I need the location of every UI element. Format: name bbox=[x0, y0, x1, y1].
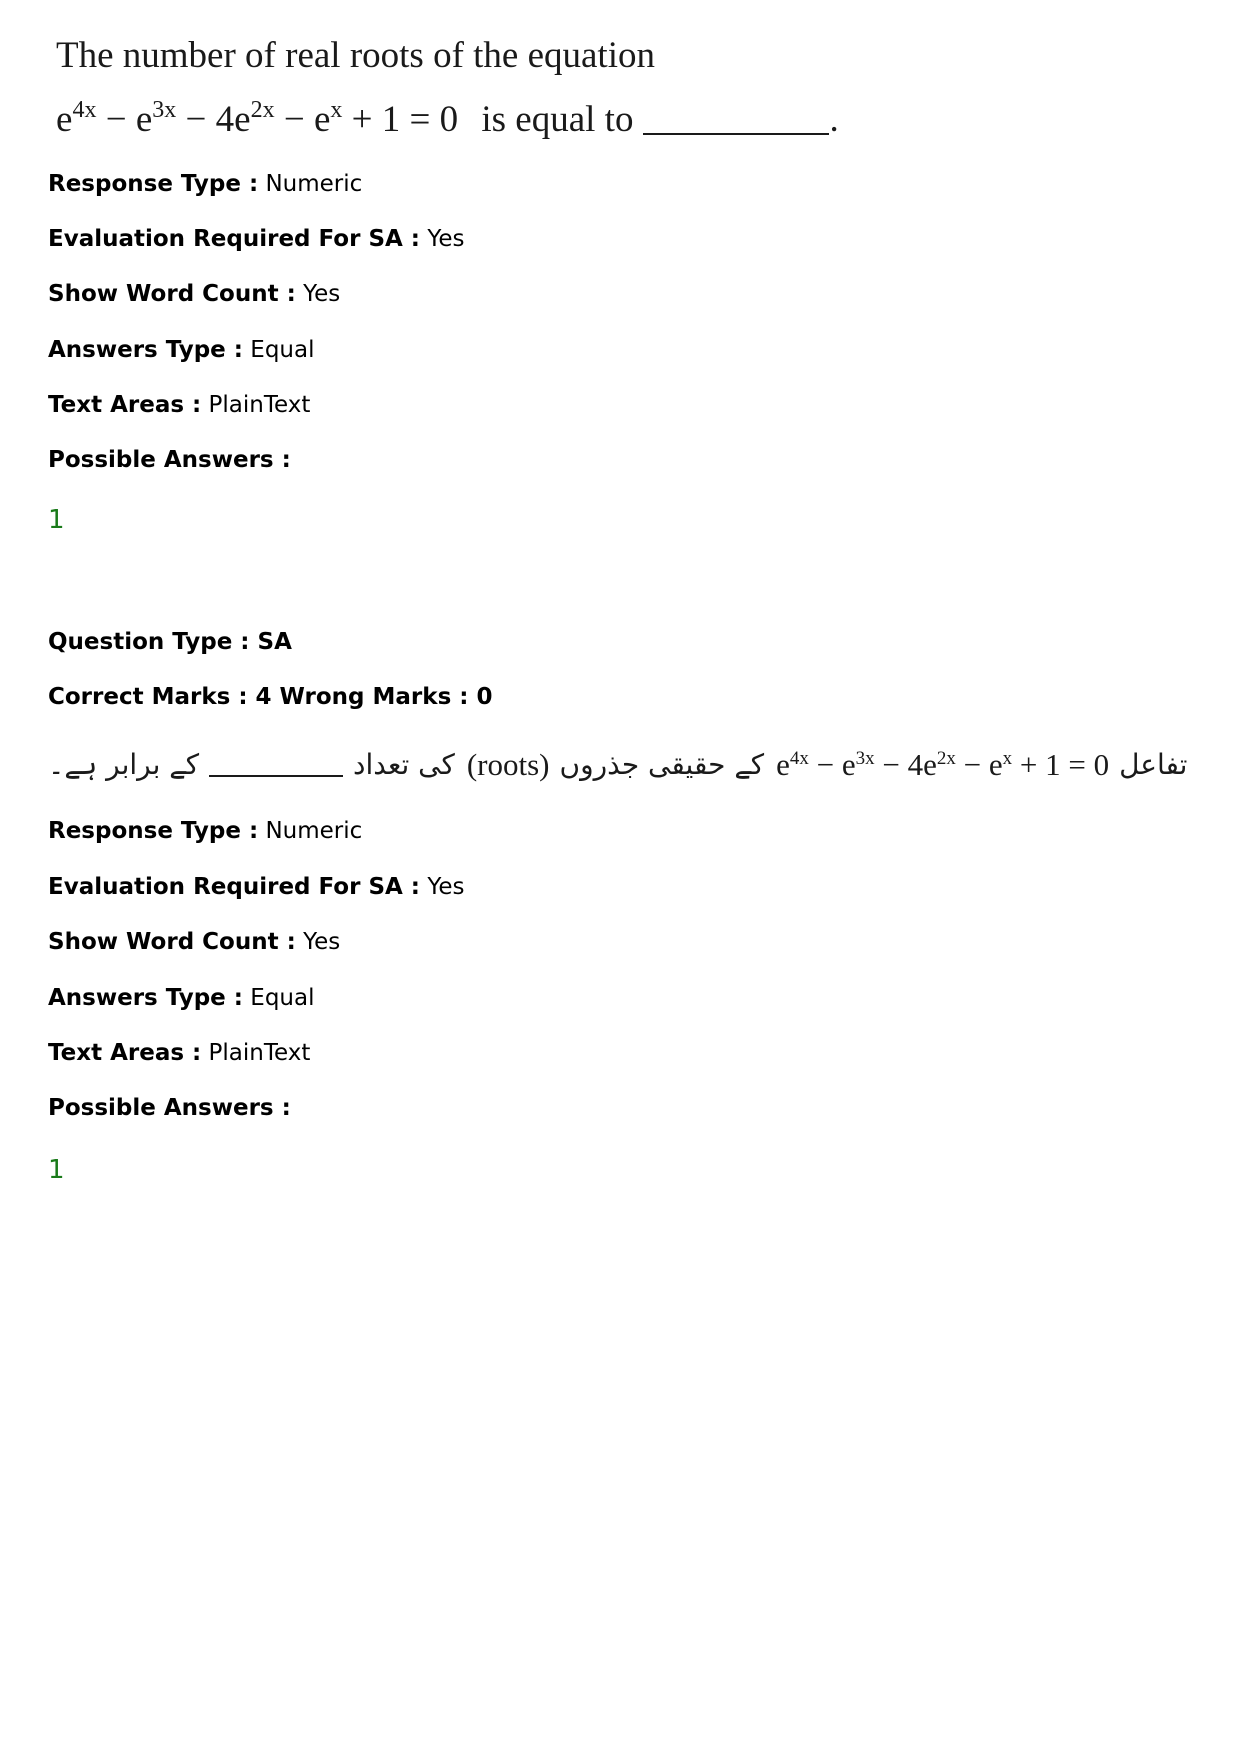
q1-eq-term2: $e^{3x}$ bbox=[135, 97, 177, 140]
q2-urdu-start: تفاعل bbox=[1119, 748, 1188, 781]
q1-eq-term4: $e^x$ bbox=[313, 97, 343, 140]
q2-urdu-equation: $e^{4x} - e^{3x} - 4e^{2x} - e^x + 1 = 0$ bbox=[776, 747, 1110, 782]
q1-possible-answers-label: Possible Answers : bbox=[48, 447, 291, 473]
q2-answer-blank bbox=[209, 753, 343, 777]
q2-urdu-real-roots: کے حقیقی جذروں bbox=[559, 748, 765, 781]
q2-urdu-roots: (roots) bbox=[466, 747, 550, 782]
q1-stem-tail: is equal to bbox=[481, 99, 634, 140]
q2-marks: Correct Marks : 4 Wrong Marks : 0 bbox=[48, 684, 493, 710]
q1-eq-term3: $4e^{2x}$ bbox=[215, 97, 275, 140]
q2-response-type: Response Type : Numeric bbox=[48, 818, 363, 844]
q2-answers-type: Answers Type : Equal bbox=[48, 985, 315, 1011]
q1-show-word-count: Show Word Count : Yes bbox=[48, 281, 341, 307]
q1-possible-answer-value: 1 bbox=[48, 505, 65, 535]
q2-evaluation-required: Evaluation Required For SA : Yes bbox=[48, 874, 465, 900]
q2-urdu-end: کے برابر ہے۔ bbox=[48, 748, 200, 781]
q1-eq-term1: $e^{4x}$ bbox=[56, 97, 97, 140]
q1-equation-line: $e^{4x} - e^{3x} - 4e^{2x} - e^x + 1 = 0$ is equal to . bbox=[56, 97, 839, 140]
q2-text-areas: Text Areas : PlainText bbox=[48, 1040, 311, 1066]
q1-response-type: Response Type : Numeric bbox=[48, 171, 363, 197]
q1-stem-line1: The number of real roots of the equation bbox=[56, 35, 655, 76]
q2-possible-answers-label: Possible Answers : bbox=[48, 1095, 291, 1121]
q2-urdu-stem bbox=[48, 740, 1188, 788]
q2-urdu-count: کی تعداد bbox=[353, 748, 455, 781]
q2-possible-answer-value: 1 bbox=[48, 1155, 65, 1185]
q2-question-type: Question Type : SA bbox=[48, 629, 292, 655]
q1-evaluation-required: Evaluation Required For SA : Yes bbox=[48, 226, 465, 252]
q2-show-word-count: Show Word Count : Yes bbox=[48, 929, 341, 955]
q1-answers-type: Answers Type : Equal bbox=[48, 337, 315, 363]
q1-answer-blank bbox=[643, 103, 829, 135]
q1-text-areas: Text Areas : PlainText bbox=[48, 392, 311, 418]
